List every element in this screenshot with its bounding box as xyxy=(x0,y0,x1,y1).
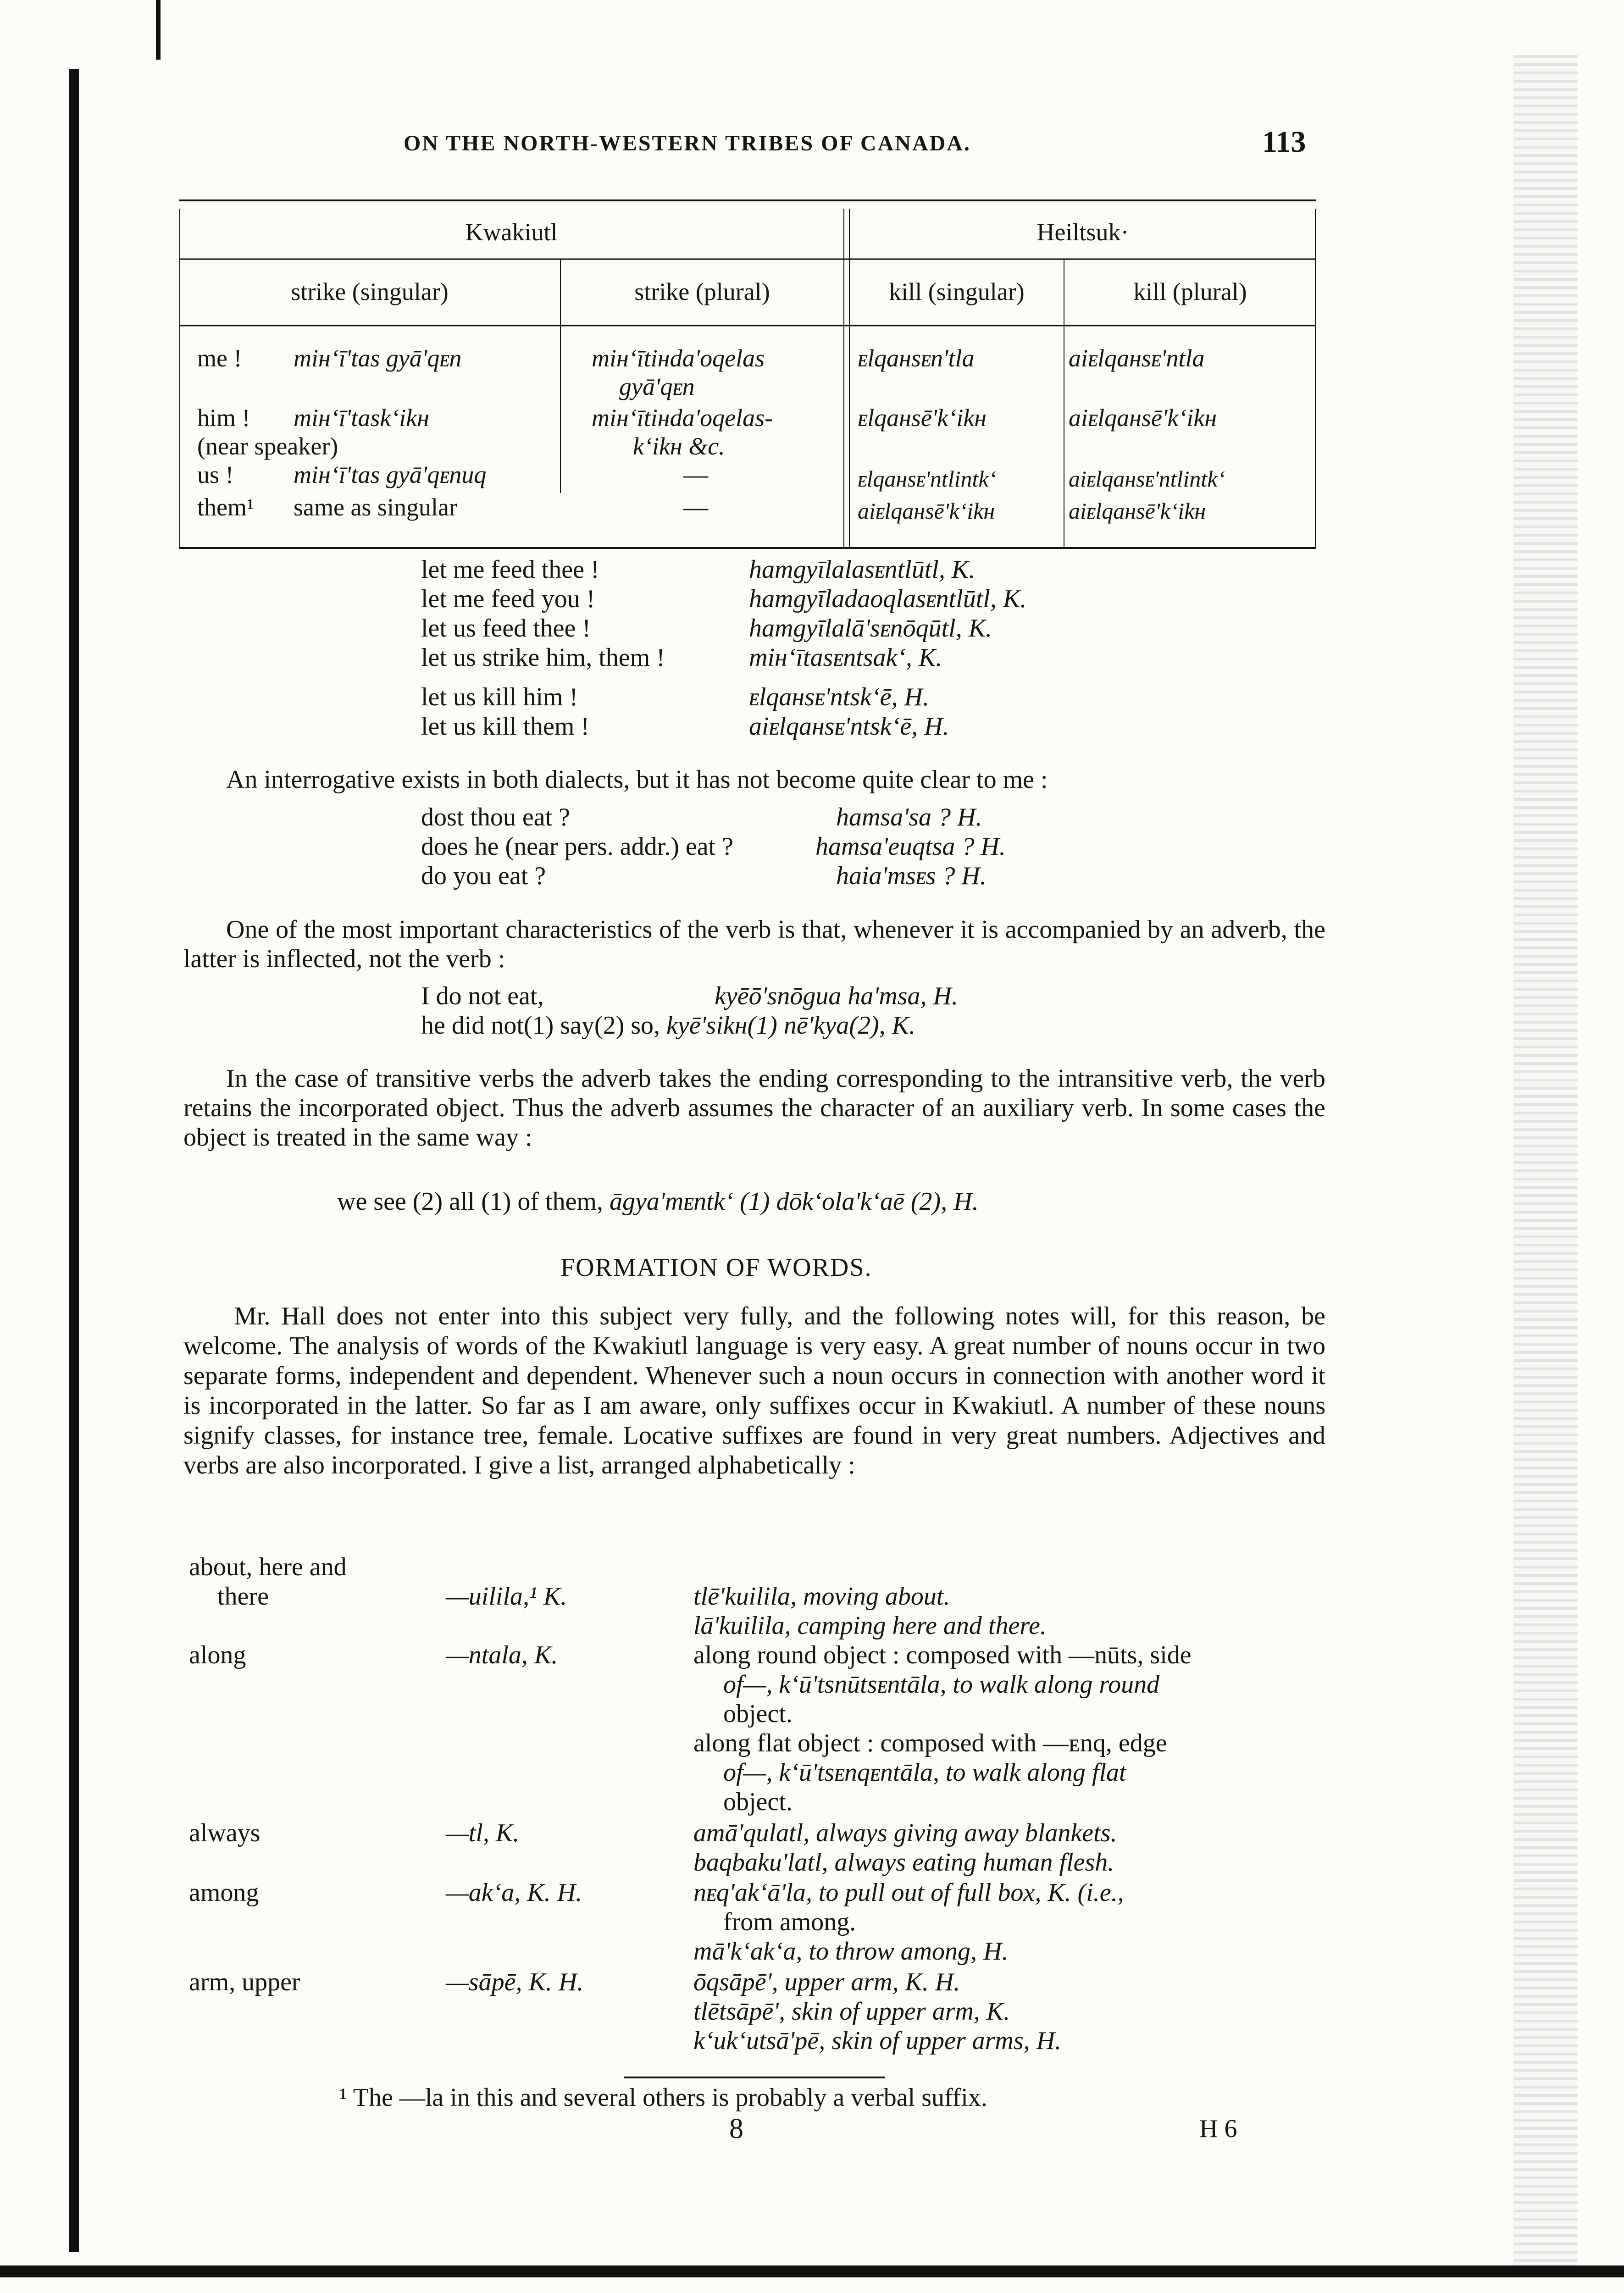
vocab-example: object. xyxy=(723,1700,793,1728)
table-cell: same as singular xyxy=(294,493,457,521)
list-item: let us strike him, them ! miнʻītasᴇntsakʻ, K. xyxy=(421,643,942,672)
table-cell: kʻikн &c. xyxy=(633,432,725,460)
table-cell: — xyxy=(683,493,708,521)
list-item: let us kill them ! aiᴇlqaнsᴇ'ntskʻē, H. xyxy=(421,712,949,741)
header-heiltsuk: Heiltsuk· xyxy=(1036,218,1129,246)
list-item: he did not(1) say(2) so, kyē'sikн(1) nē'kya(2), K. xyxy=(421,1011,916,1040)
table-cell: aiᴇlqaнsē'kʻikн xyxy=(1069,404,1217,432)
table-cell: ᴇlqaнsē'kʻikн xyxy=(858,404,987,432)
table-cell: aiᴇlqaнsē'kʻikн xyxy=(858,498,995,524)
vocab-term: always xyxy=(189,1819,261,1847)
list-item: do you eat ? haia'msᴇs ? H. xyxy=(421,862,987,890)
phrase-list-negation xyxy=(421,981,1338,1040)
table-cell: — xyxy=(683,461,708,488)
list-item: let us feed thee ! hamgyīlalā'sᴇnōqūtl, K. xyxy=(421,614,992,642)
row-label: them¹ xyxy=(197,493,255,521)
vocab-example: kʻukʻutsā'pē, skin of upper arms, H. xyxy=(693,2027,1062,2055)
footnote-rule xyxy=(624,2077,885,2078)
phrase-list-imperatives xyxy=(421,555,1338,741)
running-title: ON THE NORTH-WESTERN TRIBES OF CANADA. xyxy=(404,131,971,155)
paragraph-interrogative: An interrogative exists in both dialects, but it has not become quite clear to me : xyxy=(226,765,1048,794)
vocab-term: there xyxy=(217,1582,269,1611)
table-cell: ᴇlqaнsᴇn'tla xyxy=(858,344,975,372)
paragraph-transitive: In the case of transitive verbs the adverb takes the ending corresponding to the intransitive verb, the verb retains the incorporated object. Thus the adverb assumes the character of an auxiliary verb. In some cases the object is treated in the same way : xyxy=(183,1064,1325,1152)
table-cell: ᴇlqaнsᴇ'ntlintkʻ xyxy=(858,466,997,492)
right-edge-shadow xyxy=(1513,55,1578,2265)
vocab-example: from among. xyxy=(723,1908,856,1936)
col-strike-plural: strike (plural) xyxy=(634,278,770,305)
row-label: me ! xyxy=(197,344,242,372)
list-item: does he (near pers. addr.) eat ? hamsa'euqtsa ? H. xyxy=(421,832,1006,861)
phrase-list-interrogatives xyxy=(421,803,1338,891)
table-cell: aiᴇlqaнsē'kʻikн xyxy=(1069,498,1206,524)
row-label: (near speaker) xyxy=(197,432,338,460)
vocab-term: arm, upper xyxy=(189,1968,300,1996)
vocab-term: along xyxy=(189,1641,246,1669)
table-cell: miнʻī'tas gyā'qᴇnuq xyxy=(294,461,487,488)
table-cell: miнʻī'tas gyā'qᴇn xyxy=(294,344,462,372)
vocab-example: mā'kʻakʻa, to throw among, H. xyxy=(693,1937,1009,1966)
vocab-example: of—, kʻū'tsnūtsᴇntāla, to walk along round xyxy=(723,1670,1160,1699)
section-title: FORMATION OF WORDS. xyxy=(560,1253,872,1282)
example-line: we see (2) all (1) of them, āgya'mᴇntkʻ (1) dōkʻola'kʻaē (2), H. xyxy=(337,1187,979,1216)
vocab-example: along round object : composed with —nūts, side xyxy=(693,1641,1192,1669)
row-label: us ! xyxy=(197,461,234,488)
vocab-suffix: —sāpē, K. H. xyxy=(446,1968,584,1996)
vocab-example: of—, kʻū'tsᴇnqᴇntāla, to walk along flat xyxy=(723,1758,1126,1787)
list-item: let me feed you ! hamgyīladaoqlasᴇntlūtl, K. xyxy=(421,585,1027,613)
col-strike-singular: strike (singular) xyxy=(291,278,449,305)
list-item: let me feed thee ! hamgyīlalasᴇntlūtl, K. xyxy=(421,555,976,584)
vocab-example: baqbaku'latl, always eating human flesh. xyxy=(693,1848,1114,1877)
signature-mark: 8 xyxy=(729,2113,743,2144)
vocab-suffix: —tl, K. xyxy=(446,1819,520,1847)
header-kwakiutl: Kwakiutl xyxy=(465,218,558,246)
col-kill-plural: kill (plural) xyxy=(1133,278,1247,305)
paragraph-adverb: One of the most important characteristics of the verb is that, whenever it is accompanied by an adverb, the latter is inflected, not the verb : xyxy=(183,915,1325,973)
table-cell: gyā'qᴇn xyxy=(619,373,695,400)
vocab-example: object. xyxy=(723,1788,793,1816)
vocab-example: ōqsāpē', upper arm, K. H. xyxy=(693,1968,960,1996)
vocab-example: nᴇq'akʻā'la, to pull out of full box, K. (i.e., xyxy=(693,1878,1124,1907)
vocab-example: lā'kuilila, camping here and there. xyxy=(693,1612,1047,1640)
table-cell: aiᴇlqaнsᴇ'ntla xyxy=(1069,344,1205,372)
table-cell: miнʻītiнda'oqelas- xyxy=(592,404,773,432)
vocab-example: tlētsāpē', skin of upper arm, K. xyxy=(693,1997,1010,2026)
vocab-example: tlē'kuilila, moving about. xyxy=(693,1582,950,1611)
list-item: I do not eat, kyēō'snōgua ha'msa, H. xyxy=(421,982,958,1010)
table-cell: aiᴇlqaнsᴇ'ntlintkʻ xyxy=(1069,466,1225,492)
vocab-suffix: —akʻa, K. H. xyxy=(446,1878,582,1907)
vocab-example: along flat object : composed with —ᴇnq, edge xyxy=(693,1729,1167,1757)
footnote: ¹ The —la in this and several others is probably a verbal suffix. xyxy=(339,2083,987,2112)
col-kill-singular: kill (singular) xyxy=(889,278,1025,305)
vocab-term: about, here and xyxy=(189,1553,347,1581)
page-number: 113 xyxy=(1262,125,1306,159)
vocab-suffix: —uilila,¹ K. xyxy=(446,1582,567,1611)
paragraph-formation: Mr. Hall does not enter into this subject very fully, and the following notes will, for this reason, be welcome. The analysis of words of the Kwakiutl language is very easy. A great number of nouns occur in two separate forms, independent and dependent. Whenever such a noun occurs in connection with another word it is incorporated in the latter. So far as I am aware, only suffixes occur in Kwakiutl. A number of these nouns signify classes, for instance tree, female. Locative suffixes are found in very great numbers. Adjectives and verbs are also incorporated. I give a list, arranged alphabetically : xyxy=(183,1302,1325,1479)
vocab-example: amā'qulatl, always giving away blankets. xyxy=(693,1819,1117,1847)
row-label: him ! xyxy=(197,404,250,432)
signature-code: H 6 xyxy=(1199,2115,1237,2143)
list-item: dost thou eat ? hamsa'sa ? H. xyxy=(421,803,982,831)
bottom-binding-bar xyxy=(0,2265,1624,2277)
list-item: let us kill him ! ᴇlqaнsᴇ'ntskʻē, H. xyxy=(421,683,929,711)
vocab-suffix: —ntala, K. xyxy=(446,1641,558,1669)
top-left-stroke xyxy=(156,0,161,60)
vocab-term: among xyxy=(189,1878,259,1907)
table-cell: miнʻītiнda'oqelas xyxy=(592,344,765,372)
table-cell: miнʻī'taskʻikн xyxy=(294,404,430,432)
left-binding-bar xyxy=(69,69,79,2252)
